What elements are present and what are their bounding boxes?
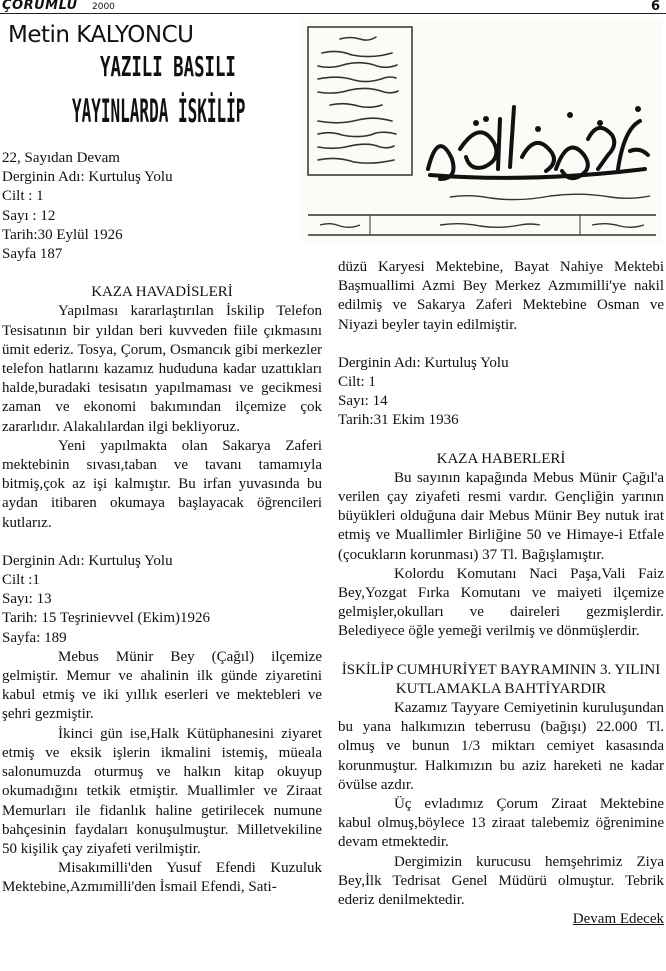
section-heading: KAZA HAVADİSLERİ	[91, 284, 233, 301]
paragraph: Dergimizin kurucusu hemşehrimiz Ziya Bey,İlk Tedrisat Genel Müdürü olmuştur. Tebrik ederiz denilmektedir.	[338, 853, 664, 909]
page-number: 6	[650, 0, 660, 14]
spacer	[2, 533, 322, 552]
article-title-line-1: YAZILI BASILI	[100, 50, 236, 83]
info-line: Sayı: 13	[2, 591, 52, 608]
paragraph: düzü Karyesi Mektebine, Bayat Nahiye Mektebi Başmuallimi Azmi Bey Merkez Azmımilli'ye nakil edilmiş ve Sakarya Zaferi Mektebine Osman ve Niyazi beyler tayin edilmiştir.	[338, 259, 664, 333]
spacer	[338, 642, 664, 661]
info-line: Sayı: 14	[338, 393, 388, 410]
info-line: Sayfa 187	[2, 246, 63, 263]
spacer	[338, 335, 664, 354]
spacer	[338, 431, 664, 450]
author-name: Metin KALYONCU	[8, 22, 194, 48]
article-title-line-2: YAYINLARDA İSKİLİP	[72, 92, 246, 130]
info-line: Derginin Adı: Kurtuluş Yolu	[338, 354, 509, 371]
newspaper-masthead-image	[300, 19, 662, 243]
paragraph: Kolordu Komutanı Naci Paşa,Vali Faiz Bey,Yozgat Fırka Komutanı ve maiyeti ilçemize gelmişler,okulları ve daireleri gezmişlerdir. Belediyece öğle yemeği verilmiş ve dönmüşlerdir.	[338, 565, 664, 640]
paragraph: İkinci gün ise,Halk Kütüphanesini ziyaret etmiş ve eksik işlerin ikmalini istemiş, müeala salonumuzda oturmuş ve halkın kitap okuyup okumadığını tetkik etmiştir. Muallimler ve Ziraat Memurları ile fidanlık haline getirilecek numune bahçesinin faydaları konuşulmuştur. Milletvekiline 50 kişilik çay ziyafeti verilmiştir.	[2, 725, 322, 857]
info-line: Cilt : 1	[2, 188, 44, 205]
section-heading: İSKİLİP CUMHURİYET BAYRAMININ 3. YILINI KUTLAMAKLA BAHTİYARDIR	[341, 661, 661, 697]
section-heading: KAZA HABERLERİ	[436, 450, 566, 467]
page-header	[0, 0, 666, 14]
paragraph: Mebus Münir Bey (Çağıl) ilçemize gelmiştir. Memur ve ahalinin ilk günde ziyaretini kabul etmiş ve iki yıllık eserleri ve mektebleri ve şehri gezmiştir.	[2, 648, 322, 723]
paragraph: Yapılması kararlaştırılan İskilip Telefon Tesisatının bir yıldan beri kuvveden fiile çıkmasını ümit ederiz. Tosya, Çorum, Osmancık gibi merkezler telefon hatlarını kazamız hududuna kadar uzattıkları halde,buradaki tesisatın yapılmaması ve gecikmesi zaman ve ekonomi bakımından ilçemize çok zararlıdır. Alakalılardan ilgi bekliyoruz.	[2, 303, 322, 435]
info-line: Cilt :1	[2, 572, 40, 589]
info-line: Derginin Adı: Kurtuluş Yolu	[2, 169, 173, 186]
right-column	[338, 258, 664, 930]
info-line: Derginin Adı: Kurtuluş Yolu	[2, 552, 173, 569]
info-line: Sayı : 12	[2, 207, 56, 224]
left-column	[2, 149, 322, 898]
paragraph: Üç evladımız Çorum Ziraat Mektebine kabul olmuş,böylece 13 ziraat talebemiz öğrenimine devam etmektedir.	[338, 796, 664, 851]
ottoman-masthead-illustration	[300, 19, 662, 243]
spacer	[2, 264, 322, 283]
info-line: Tarih: 15 Teşrinievvel (Ekim)1926	[2, 610, 210, 627]
info-line: Tarih:30 Eylül 1926	[2, 226, 123, 243]
paragraph: Bu sayının kapağında Mebus Münir Çağıl'a verilen çay ziyafeti resmi vardır. Gençliğin yarının büyükleri olduğuna dair Mebus Münir Bey nutuk irat etmiş ve Muallimler Birliğine 50 ve Himaye-i Etfale (çocukların korunması) 37 Tl. Bağışlamıştır.	[338, 469, 664, 563]
header-year: 2000	[92, 2, 115, 12]
header-rule	[0, 13, 666, 14]
paragraph: Misakımilli'den Yusuf Efendi Kuzuluk Mektebine,Azmımilli'den İsmail Efendi, Sati-	[2, 860, 322, 896]
info-line: Tarih:31 Ekim 1936	[338, 412, 459, 429]
info-line: Cilt: 1	[338, 374, 376, 391]
paragraph: Yeni yapılmakta olan Sakarya Zaferi mektebinin sıvası,taban ve tavanı tamamıyla bitmiş,çok az işi kalmıştır. Bu irfan yuvasında bu aydan itibaren okumaya başlayacak öğrencileri kutlarız.	[2, 437, 322, 531]
paragraph: Kazamız Tayyare Cemiyetinin kuruluşundan bu yana halkımızın teberrusu (bağışı) 22.000 Tl. olmuş ve bunun 1/3 miktarı cemiyet kasasında korunmuştur. Halkımızın bu aziz hareketi ne kadar övülse azdır.	[338, 700, 664, 793]
info-line: Sayfa: 189	[2, 629, 67, 646]
info-line: 22, Sayıdan Devam	[2, 150, 120, 166]
continued-note: Devam Edecek	[572, 911, 664, 928]
masthead-logo: ÇORUMLU	[2, 0, 78, 13]
